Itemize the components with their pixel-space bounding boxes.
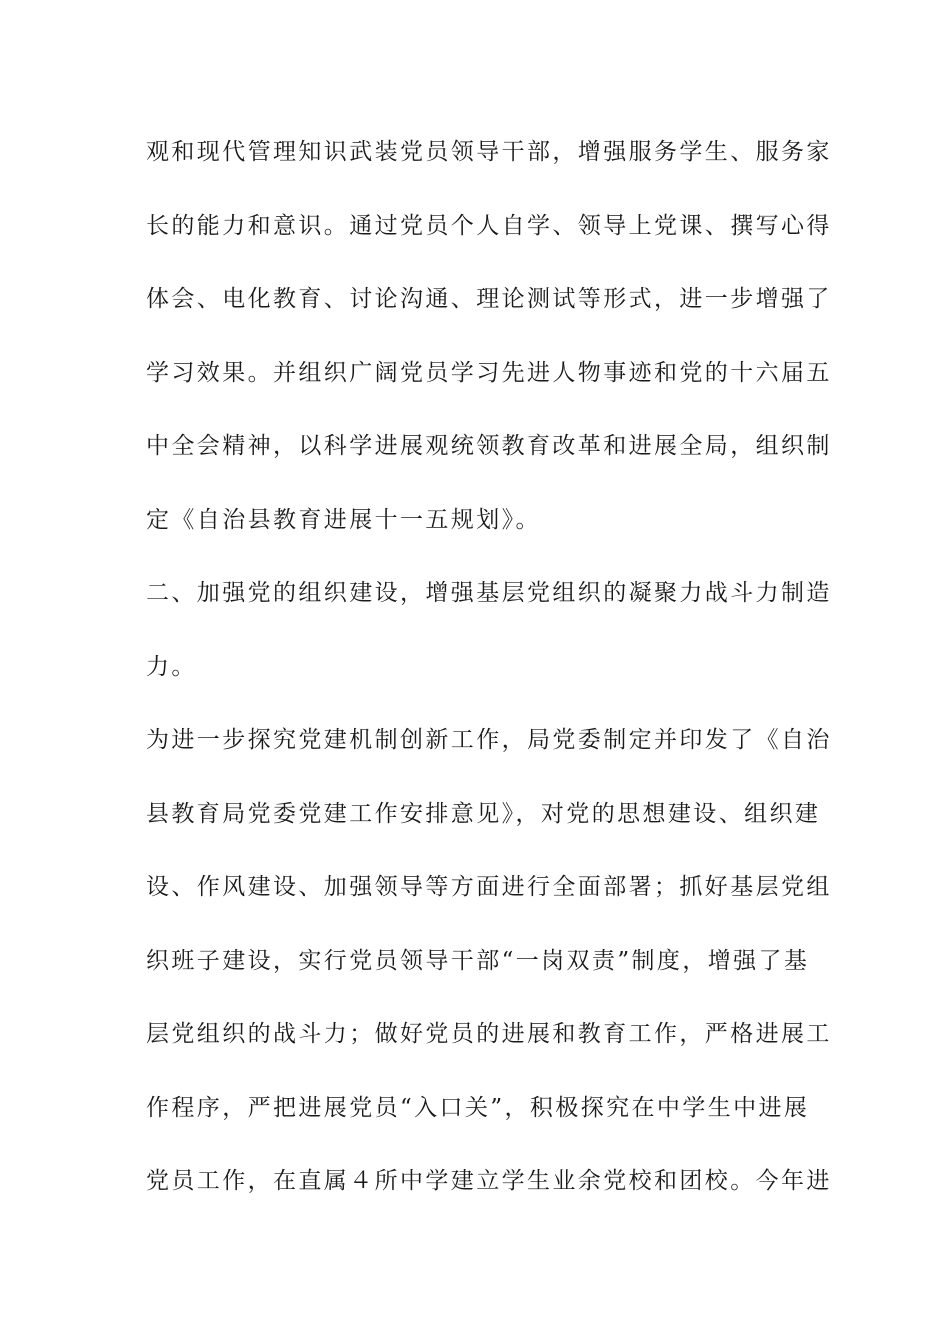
text-line: 为进一步探究党建机制创新工作，局党委制定并印发了《自治 bbox=[146, 727, 832, 753]
text-line: 县教育局党委党建工作安排意见》，对党的思想建设、组织建 bbox=[146, 800, 821, 827]
text-line: 织班子建设，实行党员领导干部“一岗双责”制度，增强了基 bbox=[146, 947, 810, 974]
text-line: 观和现代管理知识武装党员领导干部，增强服务学生、服务家 bbox=[146, 139, 832, 165]
text-line: 定《自治县教育进展十一五规划》。 bbox=[146, 506, 541, 533]
section-heading-line: 力。 bbox=[146, 653, 197, 680]
text-line: 长的能力和意识。通过党员个人自学、领导上党课、撰写心得 bbox=[146, 212, 832, 239]
text-line: 学习效果。并组织广阔党员学习先进人物事迹和党的十六届五 bbox=[146, 359, 832, 386]
text-line: 作程序，严把进展党员“入口关”，积极探究在中学生中进展 bbox=[146, 1094, 810, 1121]
section-heading-line: 二、加强党的组织建设，增强基层党组织的凝聚力战斗力制造 bbox=[146, 580, 832, 606]
text-line: 设、作风建设、加强领导等方面进行全面部署；抓好基层党组 bbox=[146, 874, 832, 900]
text-line: 党员工作，在直属４所中学建立学生业余党校和团校。今年进 bbox=[146, 1168, 832, 1194]
body-text bbox=[146, 128, 832, 1231]
text-line: 中全会精神，以科学进展观统领教育改革和进展全局，组织制 bbox=[146, 433, 832, 459]
text-line: 层党组织的战斗力；做好党员的进展和教育工作，严格进展工 bbox=[146, 1021, 832, 1047]
text-line: 体会、电化教育、讨论沟通、理论测试等形式，进一步增强了 bbox=[146, 286, 832, 312]
